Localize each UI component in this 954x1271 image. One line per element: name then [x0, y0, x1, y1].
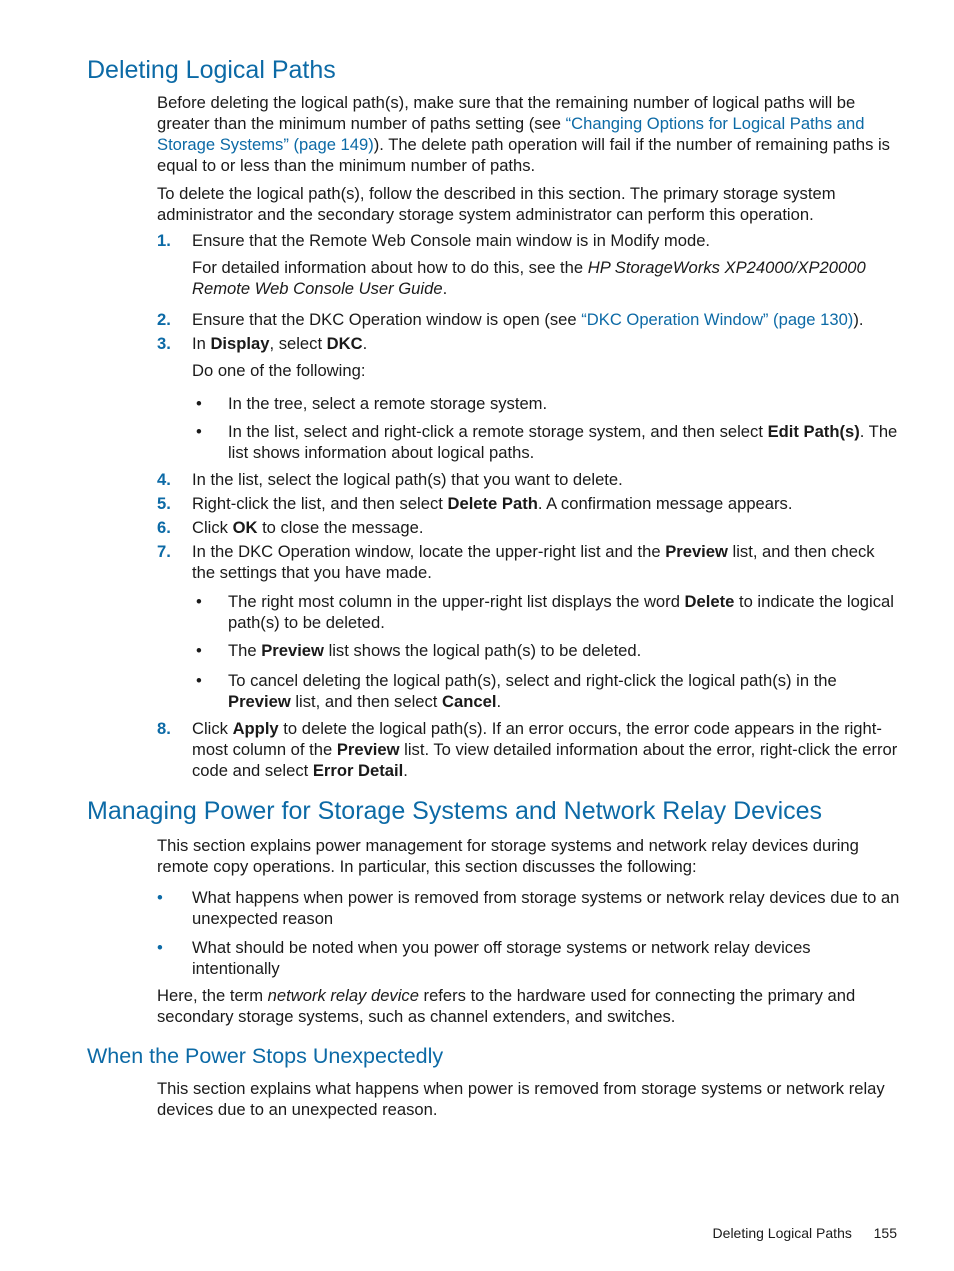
step-number: 2. — [157, 310, 171, 329]
bullet-icon: • — [196, 592, 202, 611]
bullet-text — [228, 591, 902, 633]
bullet-text — [228, 421, 902, 463]
bullet-text-pre: The right most column in the upper-right list displays the word — [228, 592, 685, 611]
step-text — [192, 309, 902, 330]
step-text-post: . — [403, 761, 408, 780]
bullet-icon: • — [157, 888, 163, 907]
bullet-icon: • — [196, 394, 202, 413]
step-number: 3. — [157, 334, 171, 353]
subsection-heading-power-stops: When the Power Stops Unexpectedly — [87, 1044, 444, 1068]
page-footer — [600, 1223, 897, 1244]
step-text — [192, 541, 902, 583]
bullet-text-pre: To cancel deleting the logical path(s), select and right-click the logical path(s) in the — [228, 671, 837, 690]
term-text-a: Here, the term — [157, 986, 268, 1005]
step-text-mid2: list. To view detailed information about the error, right-click the error code and select — [192, 740, 898, 780]
bullet-text-pre: In the list, select and right-click a remote storage system, and then select — [228, 422, 768, 441]
step-text-pre: In the DKC Operation window, locate the upper-right list and the — [192, 542, 666, 561]
page-number: 155 — [873, 1225, 897, 1241]
note-text-a: For detailed information about how to do this, see the — [192, 258, 588, 277]
ui-term-preview: Preview — [261, 641, 324, 660]
intro-paragraph-2: To delete the logical path(s), follow the described in this section. The primary storage system administrator and the secondary storage system administrator can perform this operation. — [157, 184, 836, 224]
step-text-post: . A confirmation message appears. — [537, 494, 793, 513]
step-text-a: Ensure that the DKC Operation window is open (see — [192, 310, 582, 329]
step-number: 4. — [157, 470, 171, 489]
ui-term-ok: OK — [232, 518, 258, 537]
intro1-text-b: ). The delete path operation will fail if the number of remaining paths is equal to or less than the minimum number of paths. — [157, 135, 890, 175]
section-heading-managing-power: Managing Power for Storage Systems and Network Relay Devices — [87, 797, 823, 825]
ui-term-preview: Preview — [665, 542, 728, 561]
step-text: Ensure that the Remote Web Console main window is in Modify mode. — [192, 231, 711, 250]
bullet-text — [228, 640, 902, 661]
step-text-post: . — [362, 334, 368, 353]
bullet-text: What happens when power is removed from storage systems or network relay devices due to an unexpected reason — [192, 888, 900, 928]
bullet-text: What should be noted when you power off storage systems or network relay devices intentionally — [192, 938, 811, 978]
ui-term-apply: Apply — [232, 719, 279, 738]
bullet-text-post: list shows the logical path(s) to be deleted. — [323, 641, 642, 660]
ui-term-preview: Preview — [336, 740, 400, 759]
dkc-operation-window-link[interactable]: “DKC Operation Window” (page 130) — [581, 310, 854, 329]
ui-term-delete-path: Delete Path — [447, 494, 538, 513]
bullet-text-post: . — [496, 692, 502, 711]
intro-paragraph-1 — [157, 92, 902, 176]
section3-intro: This section explains what happens when power is removed from storage systems or network relay devices due to an unexpected reason. — [157, 1079, 885, 1119]
step-text-b: ). — [853, 310, 864, 329]
bullet-text-post: to indicate the logical path(s) to be deleted. — [228, 592, 894, 632]
bullet-text: In the tree, select a remote storage system. — [228, 394, 548, 413]
step-1-note — [192, 257, 902, 299]
bullet-icon: • — [196, 641, 202, 660]
step-number: 1. — [157, 231, 171, 250]
bullet-text-mid: list, and then select — [290, 692, 443, 711]
bullet-text — [228, 670, 902, 712]
step-number: 7. — [157, 542, 171, 561]
bullet-icon: • — [196, 422, 202, 441]
ui-term-preview: Preview — [228, 692, 291, 711]
footer-section-title: Deleting Logical Paths — [712, 1225, 852, 1241]
intro1-text-a: Before deleting the logical path(s), make sure that the remaining number of logical paths will be greater than the minimum number of paths setting (see — [157, 93, 856, 133]
section2-intro: This section explains power management for storage systems and network relay devices during remote copy operations. In particular, this section discusses the following: — [157, 836, 859, 876]
ui-term-dkc: DKC — [326, 334, 363, 353]
term-text-b: refers to the hardware used for connecting the primary and secondary storage systems, such as channel extenders, and switches. — [157, 986, 856, 1026]
step-text — [192, 517, 902, 538]
section2-term-paragraph — [157, 985, 902, 1027]
step-number: 5. — [157, 494, 171, 513]
step-text-mid: , select — [269, 334, 327, 353]
step-text-post: list, and then check the settings that you have made. — [192, 542, 875, 582]
ui-term-error-detail: Error Detail — [312, 761, 404, 780]
step-text-pre: In — [192, 334, 211, 353]
step-text-pre: Click — [192, 719, 233, 738]
step-3-note: Do one of the following: — [192, 361, 366, 380]
step-text-post: to close the message. — [257, 518, 424, 537]
term-network-relay-device: network relay device — [267, 986, 419, 1005]
bullet-text-post: . The list shows information about logical paths. — [228, 422, 898, 462]
note-text-b: . — [442, 279, 448, 298]
ui-term-cancel: Cancel — [442, 692, 497, 711]
ui-term-delete: Delete — [684, 592, 735, 611]
step-number: 6. — [157, 518, 171, 537]
bullet-icon: • — [157, 938, 163, 957]
step-number: 8. — [157, 719, 171, 738]
changing-options-link[interactable]: “Changing Options for Logical Paths and Storage Systems” (page 149) — [157, 114, 865, 154]
bullet-text-pre: The — [228, 641, 262, 660]
step-text: In the list, select the logical path(s) that you want to delete. — [192, 470, 623, 489]
step-text — [192, 718, 902, 781]
step-text-pre: Click — [192, 518, 233, 537]
section-heading-deleting-logical-paths: Deleting Logical Paths — [87, 56, 336, 84]
step-text — [192, 493, 902, 514]
ui-term-edit-paths: Edit Path(s) — [767, 422, 860, 441]
step-text-pre: Right-click the list, and then select — [192, 494, 448, 513]
guide-title: HP StorageWorks XP24000/XP20000 Remote Web Console User Guide — [192, 258, 866, 298]
ui-term-display: Display — [210, 334, 270, 353]
step-text — [192, 333, 902, 354]
bullet-icon: • — [196, 671, 202, 690]
step-text-mid: to delete the logical path(s). If an error occurs, the error code appears in the right-most column of the — [192, 719, 882, 759]
